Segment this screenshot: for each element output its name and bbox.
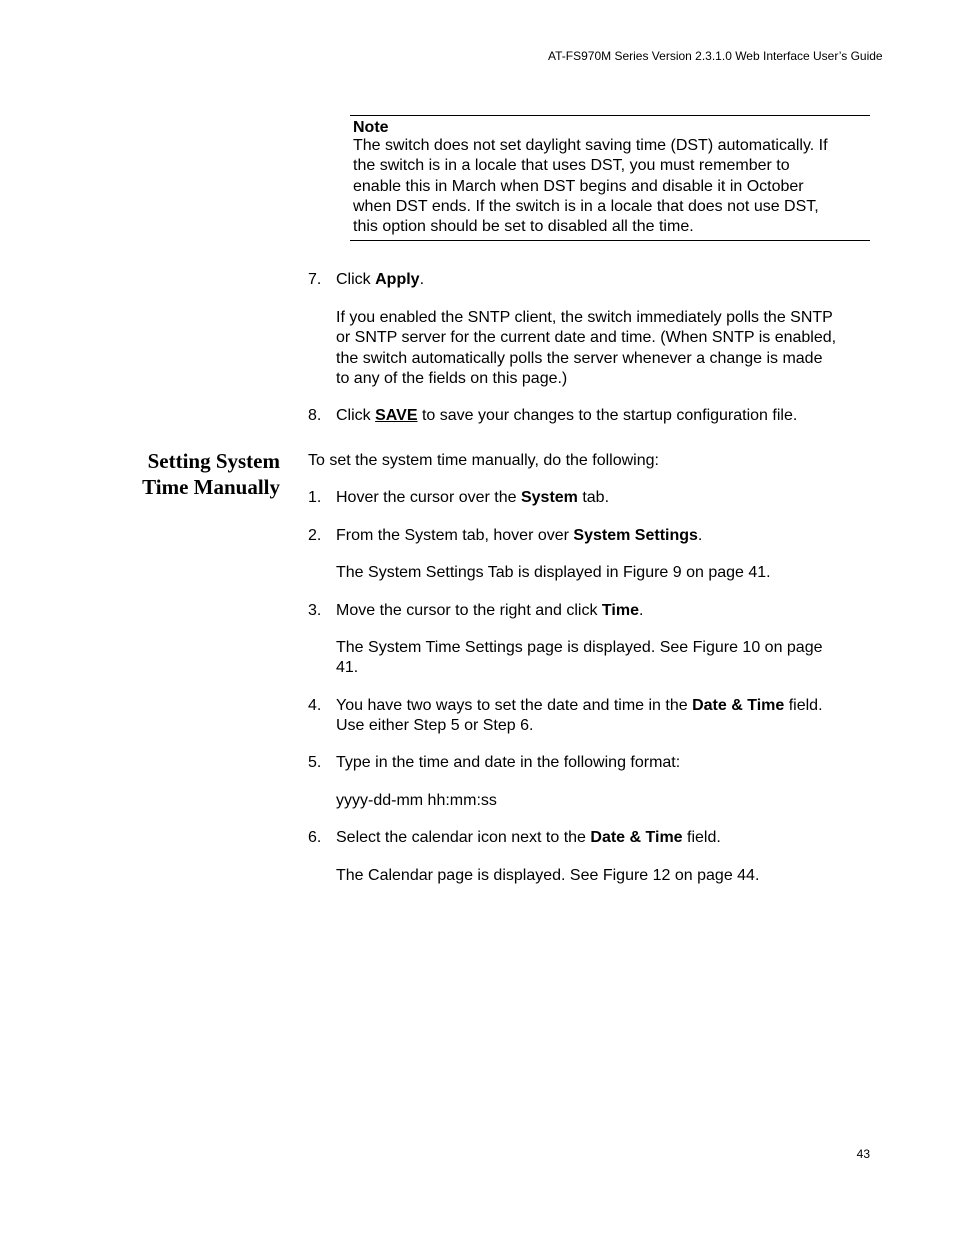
step-8-text	[336, 406, 870, 426]
step-7-number: 7.	[308, 271, 322, 288]
step-6-detail: The Calendar page is displayed. See Figure 12 on page 44.	[336, 867, 760, 884]
date-format-example: yyyy-dd-mm hh:mm:ss	[336, 792, 497, 809]
step-4-post: field.	[784, 697, 823, 714]
system-label: System	[520, 489, 578, 506]
step-1-number: 1.	[308, 489, 322, 506]
step-3-detail-line: 41.	[336, 659, 359, 677]
step-1-pre: Hover the cursor over the	[336, 489, 521, 506]
section-intro: To set the system time manually, do the following:	[308, 452, 659, 469]
step-2-pre: From the System tab, hover over	[336, 527, 574, 544]
date-time-label: Date & Time	[692, 697, 785, 714]
section-heading-line1: Setting System	[147, 449, 280, 473]
step-4-text	[336, 696, 870, 737]
note-line: The switch does not set daylight saving time (DST) automatically. If	[353, 137, 828, 154]
note-line: the switch is in a locale that uses DST, you must remember to	[353, 157, 790, 175]
step-2-post: .	[697, 527, 703, 544]
section-heading-line2: Time Manually	[142, 475, 280, 499]
step-3-post: .	[638, 602, 644, 619]
step-3-number: 3.	[308, 602, 322, 619]
step-3-detail	[336, 638, 870, 679]
step-7-detail-line: the switch automatically polls the server whenever a change is made	[336, 349, 823, 367]
step-2-text	[336, 526, 870, 546]
step-2-detail: The System Settings Tab is displayed in Figure 9 on page 41.	[336, 564, 771, 581]
note-text	[353, 136, 869, 237]
step-1-post: tab.	[577, 489, 610, 506]
step-8-post: to save your changes to the startup configuration file.	[417, 407, 798, 424]
apply-label: Apply	[375, 271, 420, 288]
step-6-pre: Select the calendar icon next to the	[336, 829, 591, 846]
step-3-pre: Move the cursor to the right and click	[336, 602, 602, 619]
system-settings-label: System Settings	[573, 527, 698, 544]
step-6-text	[336, 828, 870, 848]
step-6-number: 6.	[308, 829, 322, 846]
running-header: AT-FS970M Series Version 2.3.1.0 Web Interface User’s Guide	[548, 49, 883, 63]
step-7-detail-line: or SNTP server for the current date and time. (When SNTP is enabled,	[336, 329, 837, 347]
step-7-text	[336, 270, 870, 290]
save-label: SAVE	[375, 407, 418, 424]
step-3-text	[336, 601, 870, 621]
step-8-number: 8.	[308, 407, 322, 424]
step-3-detail-line: The System Time Settings page is displayed. See Figure 10 on page	[336, 639, 823, 656]
date-time-label: Date & Time	[590, 829, 683, 846]
step-7-post: .	[419, 271, 425, 288]
step-4-line1	[336, 696, 870, 716]
step-7-detail-line: to any of the fields on this page.)	[336, 369, 568, 387]
note-line: enable this in March when DST begins and disable it in October	[353, 177, 804, 195]
note-line: this option should be set to disabled all the time.	[353, 218, 694, 236]
time-label: Time	[601, 602, 639, 619]
step-1-text	[336, 488, 870, 508]
section-heading	[118, 448, 280, 500]
step-4-pre: You have two ways to set the date and time in the	[336, 697, 693, 714]
note-line: when DST ends. If the switch is in a locale that does not use DST,	[353, 197, 819, 215]
page-number: 43	[856, 1147, 870, 1161]
step-7-pre: Click	[336, 271, 376, 288]
step-8-pre: Click	[336, 407, 376, 424]
step-6-post: field.	[682, 829, 721, 846]
step-2-number: 2.	[308, 527, 322, 544]
step-7-detail-line: If you enabled the SNTP client, the switch immediately polls the SNTP	[336, 309, 833, 326]
step-4-number: 4.	[308, 697, 322, 714]
step-5-number: 5.	[308, 754, 322, 771]
step-4-line2: Use either Step 5 or Step 6.	[336, 717, 534, 735]
step-5-text: Type in the time and date in the following format:	[336, 754, 681, 771]
note-title: Note	[353, 119, 389, 136]
step-7-detail	[336, 308, 870, 389]
